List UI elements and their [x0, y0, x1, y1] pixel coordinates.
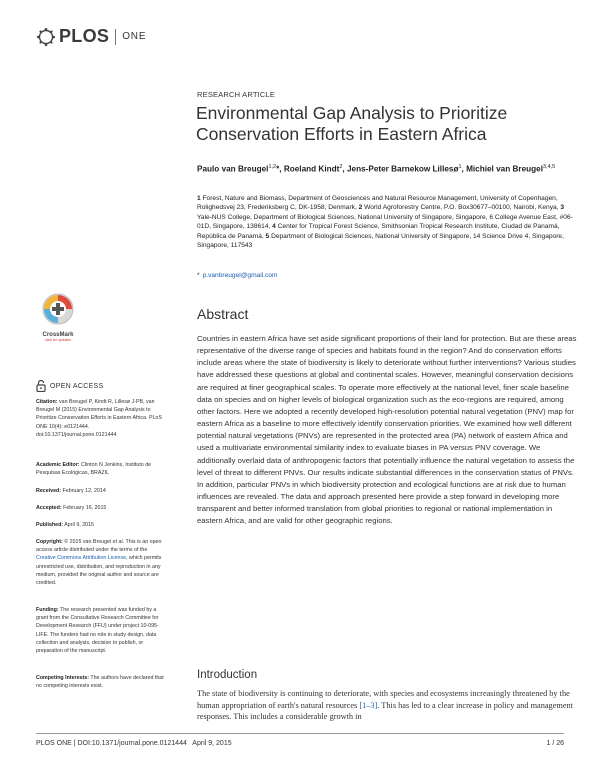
logo-divider [115, 29, 116, 45]
affiliation-text: Center for Tropical Forest Science, Smithsonian Tropical Research Institute, Ciudad de Panamá, República de Panamá, [197, 223, 560, 240]
affiliation-text: Department of Biological Sciences, National University of Singapore, 14 Science Drive 4, Singapore, Singapore, 117543 [197, 232, 564, 250]
intro-text-start: The state of biodiversity is continuing to deteriorate, with species and ecosystems increasingly threatened by the human appropriation of earth's natural resources [197, 689, 570, 710]
citation-block [36, 398, 166, 439]
competing-label: Competing Interests: [36, 675, 89, 681]
introduction-text [197, 688, 577, 723]
corresponding-mark: * [276, 164, 280, 174]
affiliation-text: Yale-NUS College, Department of Biological Sciences, National University of Singapore, Singapore, 6 College Avenue East, #06-01D, Singapore, 138614, [197, 213, 573, 231]
competing-text: The authors have declared that no competing interests exist. [36, 675, 164, 690]
plos-logo-icon [36, 27, 56, 47]
author-affiliation-sup: 1 [458, 164, 462, 170]
intro-text-end: . This has led to a clear increase in policy and management responses. This includes a considerable growth in [197, 700, 573, 722]
published-date: April 9, 2015 [64, 522, 95, 528]
funding-label: Funding: [36, 607, 59, 613]
introduction-heading: Introduction [197, 669, 258, 681]
copyright-label: Copyright: [36, 539, 63, 545]
corresponding-email [197, 272, 277, 279]
journal-logo[interactable] [36, 26, 146, 47]
received-block [36, 487, 166, 495]
academic-editor-block [36, 461, 166, 477]
title-line-1: Environmental Gap Analysis to Prioritize [196, 103, 508, 123]
accepted-label: Accepted: [36, 505, 62, 511]
received-date: February 12, 2014 [62, 488, 106, 494]
open-access-badge [36, 380, 103, 392]
email-mark: * [197, 272, 200, 279]
crossmark-label: CrossMark [42, 332, 74, 338]
competing-interests-block [36, 674, 166, 690]
author-separator: , [342, 164, 347, 174]
affiliation-number: 1 [197, 195, 201, 202]
copyright-block [36, 538, 166, 587]
crossmark-icon [41, 292, 75, 326]
author-separator: , [461, 164, 467, 174]
author-affiliation-sup: 3,4,5 [542, 164, 556, 170]
title-line-2: Conservation Efforts in Eastern Africa [196, 124, 487, 144]
crossmark-sublabel: click for updates [45, 338, 71, 342]
citation-text: van Breugel P, Kindt R, Lillesø J-PB, van Breugel M (2015) Environmental Gap Analysis to Prioritize Conservation Efforts in Eastern Africa. PLoS ONE 10(4): e0121444. doi:10.1371/journal.pone.0121444 [36, 399, 162, 438]
author-affiliation-sup: 2 [339, 164, 343, 170]
license-link[interactable]: Creative Commons Attribution License [36, 555, 127, 562]
editor-text: Clinton N Jenkins, Instituto de Pesquisas Ecológicas, BRAZIL [36, 462, 152, 477]
funding-block [36, 606, 166, 655]
accepted-block [36, 504, 166, 512]
reference-link[interactable]: [1–3] [359, 700, 378, 710]
affiliation-text: World Agroforestry Centre, P.O. Box30677–00100, Nairobi, Kenya, [364, 204, 561, 212]
author-affiliation-sup: 1,2 [268, 164, 277, 170]
funding-text: The research presented was funded by a grant from the Consultative Research Committee for Development Research (FFU) under project 10-095-LIFE. The funders had no role in study design, data collection and analysis, decision to publish, or preparation of the manuscript. [36, 607, 159, 655]
affiliations [197, 194, 575, 250]
received-label: Received: [36, 488, 62, 494]
author-name[interactable]: Roeland Kindt [283, 164, 340, 174]
author-name[interactable]: Michiel van Breugel [466, 164, 543, 174]
citation-label: Citation: [36, 399, 58, 405]
published-label: Published: [36, 522, 64, 528]
affiliation-number: 4 [272, 223, 276, 231]
open-lock-icon [36, 380, 46, 392]
abstract-text: Countries in eastern Africa have set aside significant proportions of their land for protection. But are these areas representative of the diverse range of species and habitats found in the region? And do conservation efforts include areas where the state of biodiversity is likely to deteriorate without further interventions? Various studies have addressed these questions at global and continental scales. However, meaningful conservation decisions are required at finer geographical scales. To operate more effectively at the national level, finer scale baseline data on species and on higher levels of biological organization such as the eco-regions are required, among other factors. Here we adopted a recently developed high-resolution potential natural vegetation (PNV) map for eastern Africa as a baseline to more effectively identify conservation priorities. We examined how well different potential natural vegetations (PNVs) are represented in the protected area (PA) network of eastern Africa and used a multivariate environmental similarity index to evaluate biases in PA versus PNV coverage. We additionally overlaid data of anthropogenic factors that potentially influence the natural vegetation to assess the level of threat to different PNVs. Our results indicate substantial differences in the conservation status of PNVs. In addition, particular PNVs in which biodiversity protection and ecological functions are at risk due to human influences are revealed. The data and approach presented here provide a step forward in developing more transparent and better informed translation from global priorities to regional or national implementation in eastern Africa, and are valid for other geographic regions. [197, 334, 577, 526]
journal-sub-name: ONE [122, 31, 147, 42]
editor-label: Academic Editor: [36, 462, 80, 468]
abstract-heading: Abstract [197, 306, 249, 322]
email-link[interactable]: p.vanbreugel@gmail.com [202, 272, 278, 279]
footer-citation: PLOS ONE | DOI:10.1371/journal.pone.0121444 April 9, 2015 [36, 740, 232, 747]
open-access-label: OPEN ACCESS [50, 382, 104, 390]
copyright-text-continued: , which permits unrestricted use, distribution, and reproduction in any medium, provided the original author and source are credited. [36, 555, 162, 587]
accepted-date: February 16, 2015 [63, 505, 107, 511]
author-name[interactable]: Paulo van Breugel [197, 164, 269, 174]
journal-name: PLOS [59, 26, 110, 46]
copyright-text: © 2015 van Breugel et al. This is an open access article distributed under the terms of the [36, 539, 162, 554]
affiliation-text: Forest, Nature and Biomass, Department of Geosciences and Natural Resource Management, University of Copenhagen, Rolighedsvej 23, Frederiksberg C, DK-1958, Denmark, [197, 195, 558, 212]
crossmark-badge[interactable] [32, 292, 84, 342]
author-list [197, 162, 573, 175]
author-name[interactable]: Jens-Peter Barnekow Lillesø [346, 164, 459, 174]
published-block [36, 521, 166, 529]
article-title [196, 103, 576, 145]
page-number: 1 / 26 [546, 740, 564, 747]
footer-divider [36, 733, 564, 734]
affiliation-number: 5 [265, 232, 270, 240]
article-type: RESEARCH ARTICLE [197, 90, 276, 99]
affiliation-number: 2 [358, 204, 363, 212]
affiliation-number: 3 [560, 204, 565, 212]
author-separator: , [279, 164, 284, 174]
